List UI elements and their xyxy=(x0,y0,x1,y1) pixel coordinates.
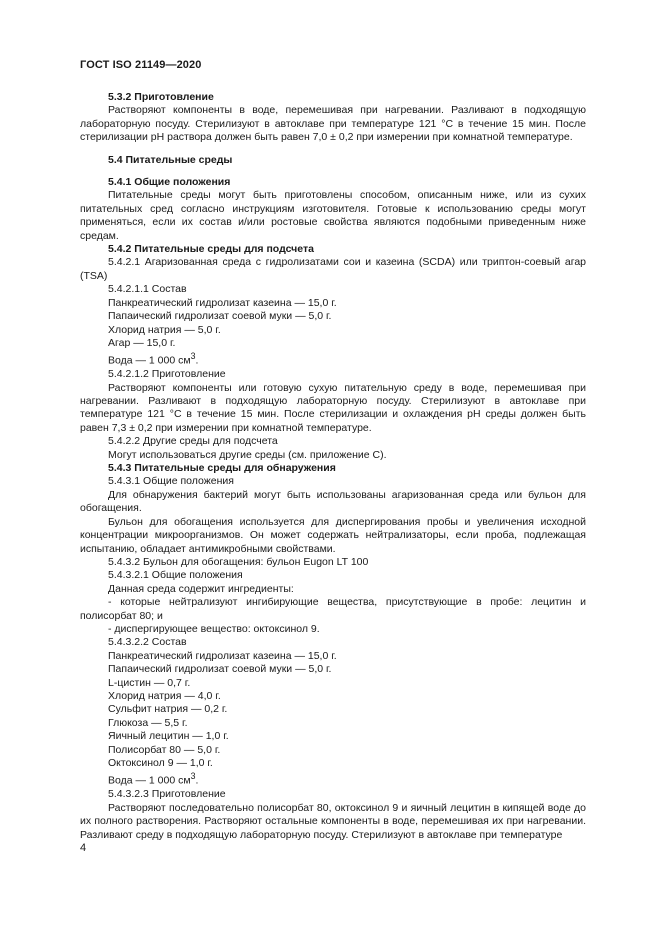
composition-1-item: Панкреатический гидролизат казеина — 15,0 г. xyxy=(108,296,337,309)
composition-2-item: Папаический гидролизат соевой муки — 5,0 г. xyxy=(108,663,332,676)
section-5-4-3-2-3-text: Растворяют последовательно полисорбат 80, октоксинол 9 и яичный лецитин в кипящей воде до их полного растворения. Растворяют остальные компоненты в воде, перемешивая их при нагревании. Разливают среду в подходящую лабораторную посуду. Стерилизуют в автоклаве при температуре xyxy=(80,801,586,841)
section-5-4-3-title: 5.4.3 Питательные среды для обнаружения xyxy=(108,462,336,475)
composition-1-item: Агар — 15,0 г. xyxy=(108,336,176,349)
composition-2-item: Хлорид натрия — 4,0 г. xyxy=(108,689,221,702)
composition-1-item: Хлорид натрия — 5,0 г. xyxy=(108,323,221,336)
ingredient-list-item: - диспергирующее вещество: октоксинол 9. xyxy=(108,622,320,635)
composition-1-item-water: Вода — 1 000 $см^3$. xyxy=(108,351,199,367)
composition-2-item: Сульфит натрия — 0,2 г. xyxy=(108,703,228,716)
composition-2-item: Полисорбат 80 — 5,0 г. xyxy=(108,743,221,756)
section-5-4-3-2-2-title: 5.4.3.2.2 Состав xyxy=(108,636,187,649)
section-5-4-2-1-1-title: 5.4.2.1.1 Состав xyxy=(108,283,187,296)
section-5-4-title: 5.4 Питательные среды xyxy=(108,153,233,166)
section-5-4-2-2-title: 5.4.2.2 Другие среды для подсчета xyxy=(108,435,278,448)
ingredient-list-item: - которые нейтрализуют ингибирующие вещества, присутствующие в пробе: лецитин и полисорбат 80; и xyxy=(80,596,586,622)
superscript: 3 xyxy=(190,351,196,362)
section-5-3-2-title: 5.3.2 Приготовление xyxy=(108,91,214,103)
page-number: 4 xyxy=(80,842,87,854)
section-5-4-2-1-2-title: 5.4.2.1.2 Приготовление xyxy=(108,368,226,381)
section-5-4-3-1-text: Для обнаружения бактерий могут быть использованы агаризованная среда или бульон для обогащения. xyxy=(80,488,586,515)
section-5-4-3-1-title: 5.4.3.1 Общие положения xyxy=(108,475,234,488)
composition-2-item: L-цистин — 0,7 г. xyxy=(108,676,191,689)
section-5-4-2-title: 5.4.2 Питательные среды для подсчета xyxy=(108,243,314,256)
composition-2-item: Октоксинол 9 — 1,0 г. xyxy=(108,757,213,769)
composition-2-item: Яичный лецитин — 1,0 г. xyxy=(108,730,229,743)
section-5-4-3-2-1-text: Данная среда содержит ингредиенты: xyxy=(108,582,294,595)
section-5-4-2-1-2-text: Растворяют компоненты или готовую сухую питательную среду в воде, перемешивая при нагревании. Разливают в подходящую лабораторную посуду. Стерилизуют в автоклаве при температуре 121 °С в течение 15 мин. После стерилизации и охлаждения pH среды должен быть равен 7,3 ± 0,2 при измерении при комнатной температуре. xyxy=(80,381,586,434)
section-5-4-1-text: Питательные среды могут быть приготовлены способом, описанным ниже, или из сухих питательных сред согласно инструкциям изготовителя. Готовые к использованию среды могут применяться, если их состав и/или ростовые свойства являются подобными приведенным ниже средам. xyxy=(80,189,586,242)
page-body xyxy=(80,91,586,842)
section-5-3-2-text: Растворяют компоненты в воде, перемешивая при нагревании. Разливают в подходящую лабораторную посуду. Стерилизуют в автоклаве при температуре 121 °С в течение 15 мин. После стерилизации pH раствора должен быть равен 7,0 ± 0,2 при измерении при комнатной температуре. xyxy=(80,104,586,144)
section-5-4-3-2-title: 5.4.3.2 Бульон для обогащения: бульон Eugon LT 100 xyxy=(108,555,369,568)
section-5-4-3-1-text: Бульон для обогащения используется для диспергирования пробы и увеличения исходной концентрации микроорганизмов. Он может содержать нейтрализаторы, если проба, подлежащая испытанию, обладает антимикробными свойствами. xyxy=(80,515,586,555)
section-5-4-3-2-1-title: 5.4.3.2.1 Общие положения xyxy=(108,569,243,582)
composition-2-item: Глюкоза — 5,5 г. xyxy=(108,716,188,729)
superscript: 3 xyxy=(190,771,196,782)
section-5-4-2-1-text: 5.4.2.1 Агаризованная среда с гидролизатами сои и казеина (SCDA) или триптон-соевый агар (TSA) xyxy=(80,256,586,282)
section-5-4-3-2-3-title: 5.4.3.2.3 Приготовление xyxy=(108,788,226,801)
composition-2-item: Панкреатический гидролизат казеина — 15,0 г. xyxy=(108,649,337,662)
section-5-4-2-2-text: Могут использоваться другие среды (см. приложение С). xyxy=(108,448,387,461)
composition-2-item-water: Вода — 1 000 $см^3$. xyxy=(108,771,199,787)
composition-1-item: Папаический гидролизат соевой муки — 5,0 г. xyxy=(108,310,332,323)
document-header: ГОСТ ISO 21149—2020 xyxy=(80,59,202,71)
section-5-4-1-title: 5.4.1 Общие положения xyxy=(108,176,231,189)
